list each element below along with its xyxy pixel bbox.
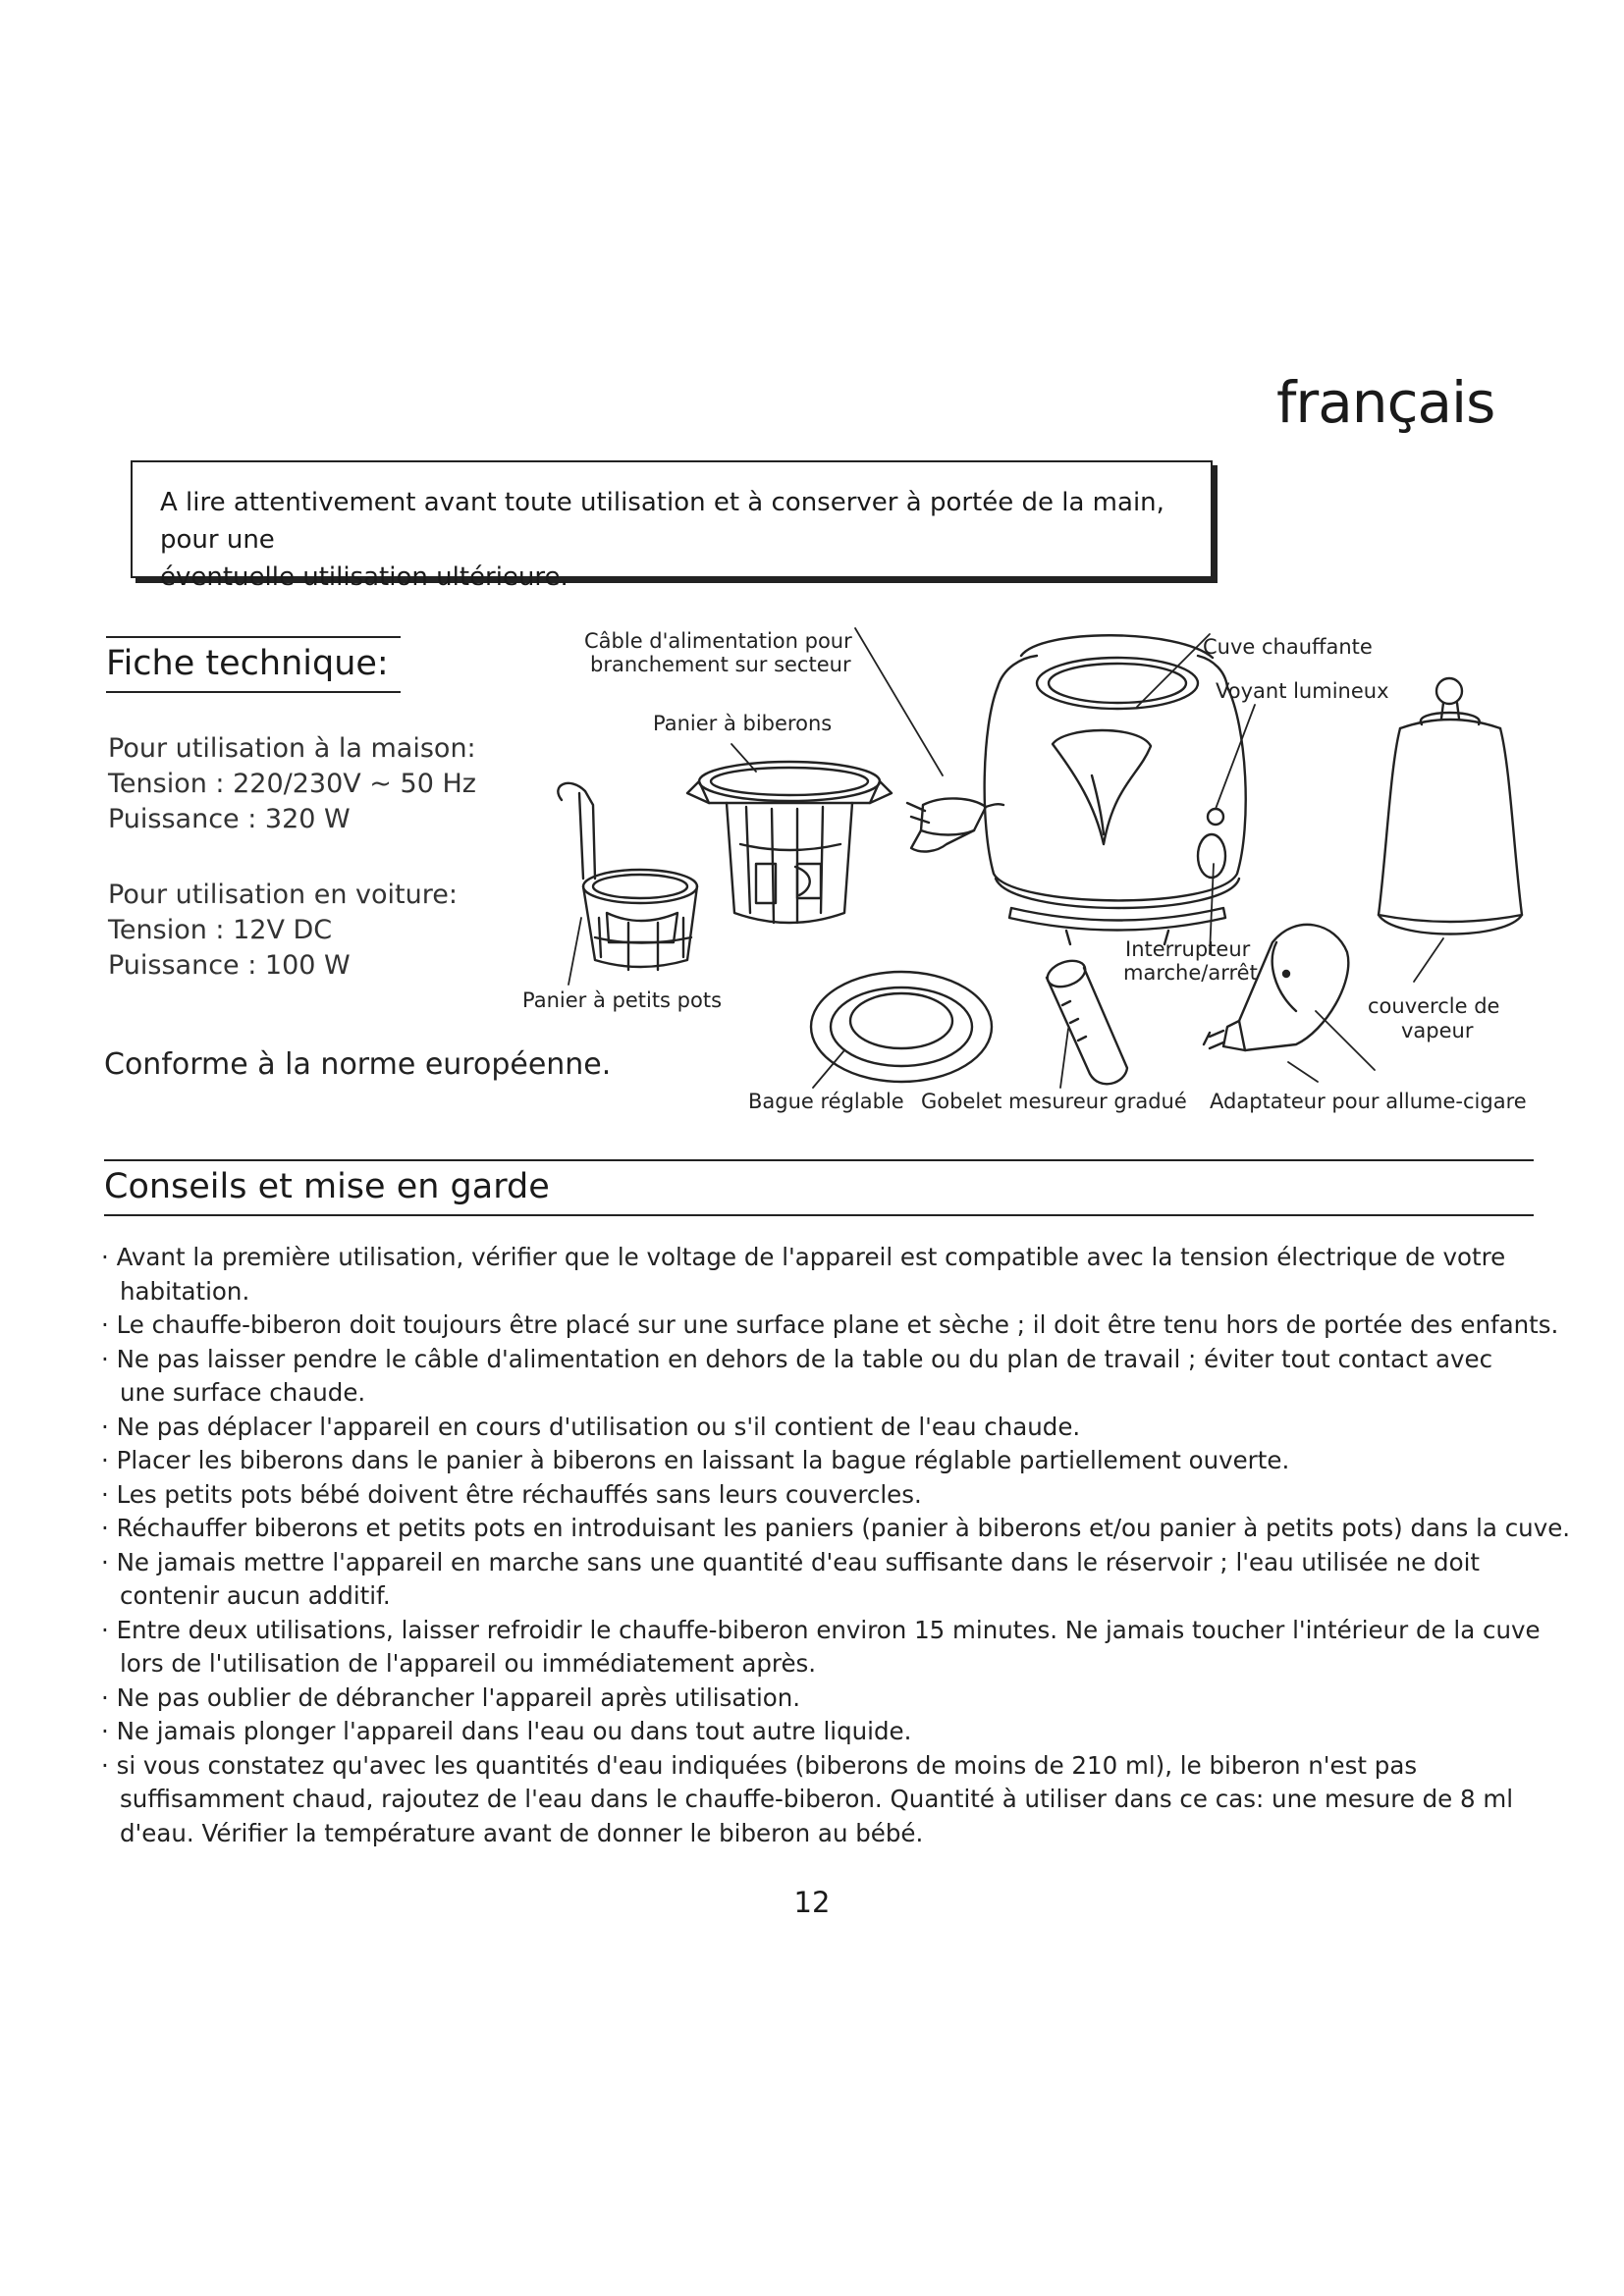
power-plug-illustration xyxy=(907,798,1003,851)
steam-lid-illustration xyxy=(1379,678,1522,934)
measuring-cup-illustration xyxy=(1044,956,1127,1084)
adjustable-ring-illustration xyxy=(811,972,992,1082)
label-indicator-light: Voyant lumineux xyxy=(1216,679,1389,703)
label-jar-basket: Panier à petits pots xyxy=(522,988,723,1012)
list-item: · Entre deux utilisations, laisser refroidir le chauffe-biberon environ 15 minutes. Ne jamais toucher l'intérieur de la cuve lors de l'utilisation de l'appareil ou immédiatement après. xyxy=(101,1615,1541,1678)
label-switch-line-1: Interrupteur xyxy=(1125,937,1251,961)
label-measuring-cup: Gobelet mesureur gradué xyxy=(921,1090,1187,1113)
advice-bottom-rule xyxy=(104,1214,1534,1216)
label-steam-lid-line-2: vapeur xyxy=(1401,1019,1474,1042)
list-item: · Réchauffer biberons et petits pots en introduisant les paniers (panier à biberons et/ou panier à petits pots) dans la cuve. xyxy=(101,1514,1571,1542)
page-language-title: français xyxy=(1276,369,1495,436)
home-power: Puissance : 320 W xyxy=(108,804,351,834)
list-item: · Ne pas oublier de débrancher l'appareil après utilisation. xyxy=(101,1682,801,1712)
label-power-cable-line-1: Câble d'alimentation pour xyxy=(584,629,852,653)
list-item: · Ne jamais mettre l'appareil en marche sans une quantité d'eau suffisante dans le réservoir ; l'eau utilisée ne doit contenir aucun additif. xyxy=(101,1547,1481,1610)
page-number: 12 xyxy=(793,1886,831,1919)
list-item: · Ne pas déplacer l'appareil en cours d'utilisation ou s'il contient de l'eau chaude. xyxy=(101,1412,1081,1441)
list-item: · si vous constatez qu'avec les quantités d'eau indiquées (biberons de moins de 210 ml), le biberon n'est pas suffisamment chaud, rajoutez de l'eau dans le chauffe-biberon. Quantité à utiliser dans ce cas: une mesure de 8 ml d'eau. Vérifier la température avant de donner le biberon au bébé. xyxy=(101,1750,1514,1847)
advice-title: Conseils et mise en garde xyxy=(104,1167,550,1206)
home-use-heading: Pour utilisation à la maison: xyxy=(108,733,476,764)
advice-top-rule xyxy=(104,1159,1534,1161)
label-car-adapter: Adaptateur pour allume-cigare xyxy=(1210,1090,1527,1113)
notice-line-2: éventuelle utilisation ultérieure. xyxy=(160,562,568,592)
list-item: · Avant la première utilisation, vérifier que le voltage de l'appareil est compatible avec la tension électrique de votre habitation. xyxy=(101,1243,1506,1306)
label-adjustable-ring: Bague réglable xyxy=(748,1090,904,1113)
advice-list xyxy=(101,1241,1571,1850)
list-item: · Le chauffe-biberon doit toujours être placé sur une surface plane et sèche ; il doit être tenu hors de portée des enfants. xyxy=(101,1310,1559,1339)
home-voltage: Tension : 220/230V ~ 50 Hz xyxy=(108,769,476,799)
label-steam-lid-line-1: couvercle de xyxy=(1368,994,1500,1018)
label-heating-tank: Cuve chauffante xyxy=(1203,635,1373,659)
bottle-basket-illustration xyxy=(687,762,892,923)
list-item: · Les petits pots bébé doivent être réchauffés sans leurs couvercles. xyxy=(101,1479,922,1509)
european-conformity: Conforme à la norme européenne. xyxy=(104,1047,612,1082)
car-power: Puissance : 100 W xyxy=(108,950,351,981)
bottle-warmer-body-illustration xyxy=(985,635,1246,944)
list-item: · Ne pas laisser pendre le câble d'alimentation en dehors de la table ou du plan de travail ; éviter tout contact avec une surface chaude. xyxy=(101,1344,1493,1407)
list-item: · Placer les biberons dans le panier à biberons en laissant la bague réglable partiellement ouverte. xyxy=(101,1446,1290,1474)
label-power-cable-line-2: branchement sur secteur xyxy=(590,653,851,676)
car-voltage: Tension : 12V DC xyxy=(108,915,333,945)
list-item: · Ne jamais plonger l'appareil dans l'eau ou dans tout autre liquide. xyxy=(101,1717,912,1745)
jar-basket-illustration xyxy=(558,783,697,970)
label-switch-line-2: marche/arrêt xyxy=(1123,961,1258,985)
label-bottle-basket: Panier à biberons xyxy=(653,712,833,735)
tech-sheet-title: Fiche technique: xyxy=(106,644,389,683)
car-use-heading: Pour utilisation en voiture: xyxy=(108,880,458,910)
notice-line-1: A lire attentivement avant toute utilisation et à conserver à portée de la main, pour une xyxy=(160,488,1164,555)
